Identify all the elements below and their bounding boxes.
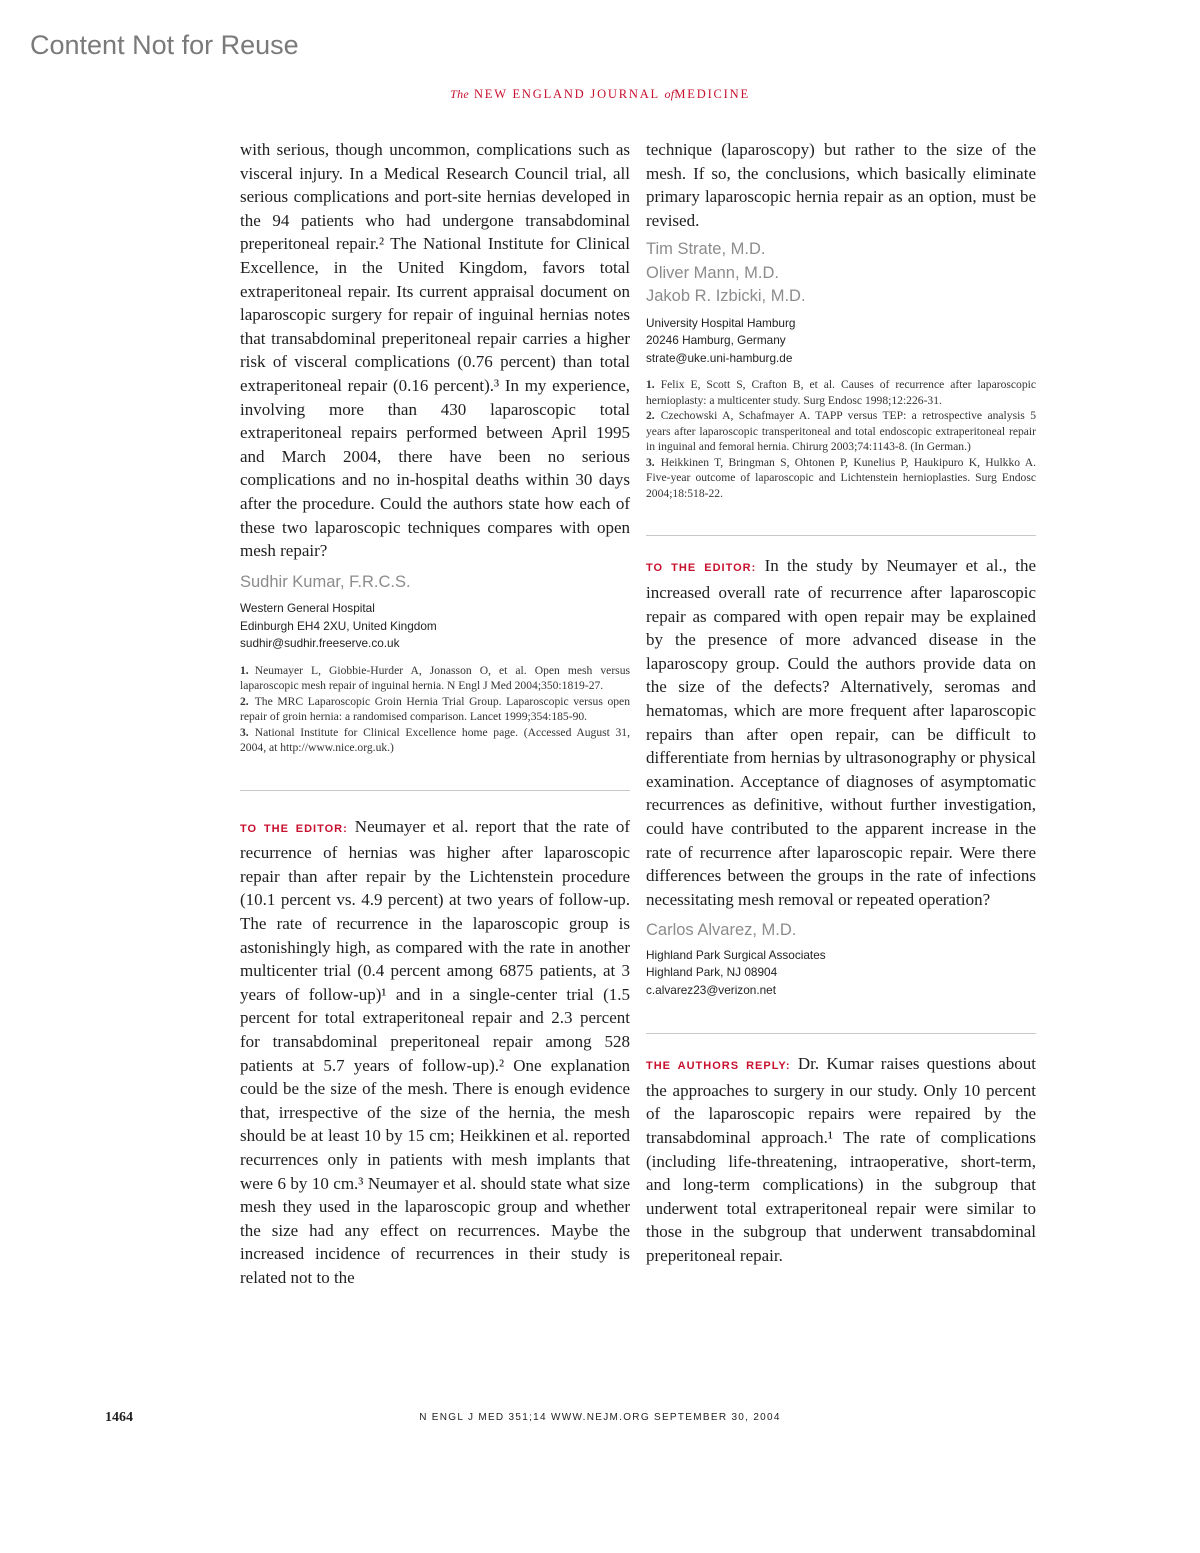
author-name: Tim Strate, M.D. bbox=[646, 240, 766, 259]
author-alvarez: Carlos Alvarez, M.D. bbox=[646, 921, 797, 940]
affiliation-email: c.alvarez23@verizon.net bbox=[646, 982, 777, 997]
letter3 bbox=[646, 554, 1036, 911]
right-column bbox=[646, 138, 1036, 1268]
reference-item: 1. Felix E, Scott S, Crafton B, et al. Causes of recurrence after laparoscopic hernioplasty: a multicenter study. Surg Endosc 1998;12:226-31. bbox=[646, 378, 1036, 407]
affiliation-line: Western General Hospital bbox=[240, 601, 375, 616]
author-name: Jakob R. Izbicki, M.D. bbox=[646, 287, 806, 306]
reference-item: 1. Neumayer L, Giobbie-Hurder A, Jonasson O, et al. Open mesh versus laparoscopic mesh repair of inguinal hernia. N Engl J Med 2004;350:1819-27. bbox=[240, 663, 630, 693]
letter2 bbox=[240, 815, 630, 1290]
header-of: of bbox=[664, 87, 675, 101]
watermark: Content Not for Reuse bbox=[30, 30, 299, 60]
letter3-text: In the study by Neumayer et al., the increased overall rate of recurrence after laparoscopic repair as compared with open repair may be explained by the presence of more advanced disease in the laparoscopy group. Could the authors provide data on the size of the defects? Alternatively, seromas and hematomas, which are more frequent after laparoscopic repairs than after open repair, can be difficult to differentiate from hernias by ultrasonography or physical examination. Acceptance of diagnoses of asymptomatic recurrences as definitive, without further investigation, could have contributed to the apparent increase in the rate of recurrence after laparoscopic repair. Were there differences between the groups in the rate of infections necessitating mesh removal or repeated operation? bbox=[646, 556, 1036, 909]
affiliation-line: University Hospital Hamburg bbox=[646, 315, 796, 330]
affiliation-email: sudhir@sudhir.freeserve.co.uk bbox=[240, 636, 400, 651]
reference-item: 2. Czechowski A, Schafmayer A. TAPP versus TEP: a retrospective analysis 5 years after laparoscopic transperitoneal and total endoscopic extraperitoneal repair in inguinal and femoral hernia. Chirurg 2003;74:1143-8. (In German.) bbox=[646, 409, 1036, 454]
page-number: 1464 bbox=[105, 1410, 133, 1425]
authors-strate-mann-izbicki bbox=[646, 238, 1036, 309]
affiliation-alvarez bbox=[646, 947, 1036, 1000]
journal-header bbox=[0, 87, 1200, 102]
to-the-editor-label: TO THE EDITOR: bbox=[240, 822, 348, 835]
affiliation-kumar bbox=[240, 600, 630, 653]
references-strate bbox=[646, 377, 1036, 501]
letter2-continuation: technique (laparoscopy) but rather to the size of the mesh. If so, the conclusions, which basically eliminate primary laparoscopic hernia repair as an option, must be revised. bbox=[646, 140, 1036, 230]
author-kumar: Sudhir Kumar, F.R.C.S. bbox=[240, 572, 411, 591]
journal-footer: N ENGL J MED 351;14 WWW.NEJM.ORG SEPTEMBER 30, 2004 bbox=[419, 1412, 781, 1423]
author-name: Oliver Mann, M.D. bbox=[646, 263, 779, 282]
affiliation-hamburg bbox=[646, 315, 1036, 368]
affiliation-line: Highland Park, NJ 08904 bbox=[646, 965, 778, 980]
reference-item: 3. National Institute for Clinical Excellence home page. (Accessed August 31, 2004, at http://www.nice.org.uk.) bbox=[240, 725, 630, 755]
header-name-part2: MEDICINE bbox=[674, 87, 750, 101]
section-divider bbox=[646, 535, 1036, 536]
left-column bbox=[240, 138, 630, 1290]
section-divider bbox=[240, 790, 630, 791]
header-name-part1: NEW ENGLAND JOURNAL bbox=[473, 87, 660, 101]
affiliation-line: Highland Park Surgical Associates bbox=[646, 947, 826, 962]
affiliation-email: strate@uke.uni-hamburg.de bbox=[646, 350, 793, 365]
reference-item: 2. The MRC Laparoscopic Groin Hernia Trial Group. Laparoscopic versus open repair of groin hernia: a randomised comparison. Lancet 1999;354:185-90. bbox=[240, 694, 630, 724]
references-kumar bbox=[240, 663, 630, 756]
to-the-editor-label: TO THE EDITOR: bbox=[646, 562, 757, 575]
letter1-continuation: with serious, though uncommon, complications such as visceral injury. In a Medical Research Council trial, all serious complications and port-site hernias developed in the 94 patients who had undergone transabdominal preperitoneal repair.² The National Institute for Clinical Excellence, in the United Kingdom, favors total extraperitoneal repair. Its current appraisal document on laparoscopic surgery for repair of inguinal hernias notes that transabdominal preperitoneal repair carries a higher risk of visceral complications (0.76 percent) than total extraperitoneal repair (0.16 percent).³ In my experience, involving more than 430 laparoscopic total extraperitoneal repairs performed between April 1995 and March 2004, there have been no serious complications and no in-hospital deaths within 30 days after the procedure. Could the authors state how each of these two laparoscopic techniques compares with open mesh repair? bbox=[240, 140, 630, 561]
section-divider bbox=[646, 1033, 1036, 1034]
header-the: The bbox=[450, 87, 469, 101]
reference-item: 3. Heikkinen T, Bringman S, Ohtonen P, Kunelius P, Haukipuro K, Hulkko A. Five-year outcome of laparoscopic and Lichtenstein hernioplasties. Surg Endosc 2004;18:518-22. bbox=[646, 455, 1036, 500]
affiliation-line: 20246 Hamburg, Germany bbox=[646, 333, 786, 348]
authors-reply-text: Dr. Kumar raises questions about the approaches to surgery in our study. Only 10 percent of the laparoscopic repairs were repaired by the transabdominal approach.¹ The rate of complications (including life-threatening, intraoperative, short-term, and long-term complications) in the subgroup that underwent total extraperitoneal repair were similar to those in the subgroup that underwent transabdominal preperitoneal repair. bbox=[646, 1054, 1037, 1266]
letter2-text: Neumayer et al. report that the rate of recurrence of hernias was higher after laparoscopic repair than after repair by the Lichtenstein procedure (10.1 percent vs. 4.9 percent) at two years of follow-up. The rate of recurrence in the laparoscopic group is astonishingly high, as compared with the rate in another multicenter trial (0.4 percent among 6875 patients, at 3 years of follow-up)¹ and in a single-center trial (1.5 percent for total extraperitoneal repair and 2.3 percent for transabdominal preperitoneal repair among 528 patients at 5.7 years of follow-up).² One explanation could be the size of the mesh. There is enough evidence that, irrespective of the size of the hernia, the mesh should be at least 10 by 15 cm; Heikkinen et al. reported recurrences only in patients with mesh implants that were 6 by 10 cm.³ Neumayer et al. should state what size mesh they used in the laparoscopic group and whether the size had any effect on recurrences. Maybe the increased incidence of recurrences in their study is related not to the bbox=[240, 816, 631, 1287]
authors-reply bbox=[646, 1052, 1036, 1267]
affiliation-line: Edinburgh EH4 2XU, United Kingdom bbox=[240, 618, 437, 633]
authors-reply-label: THE AUTHORS REPLY: bbox=[646, 1060, 791, 1073]
